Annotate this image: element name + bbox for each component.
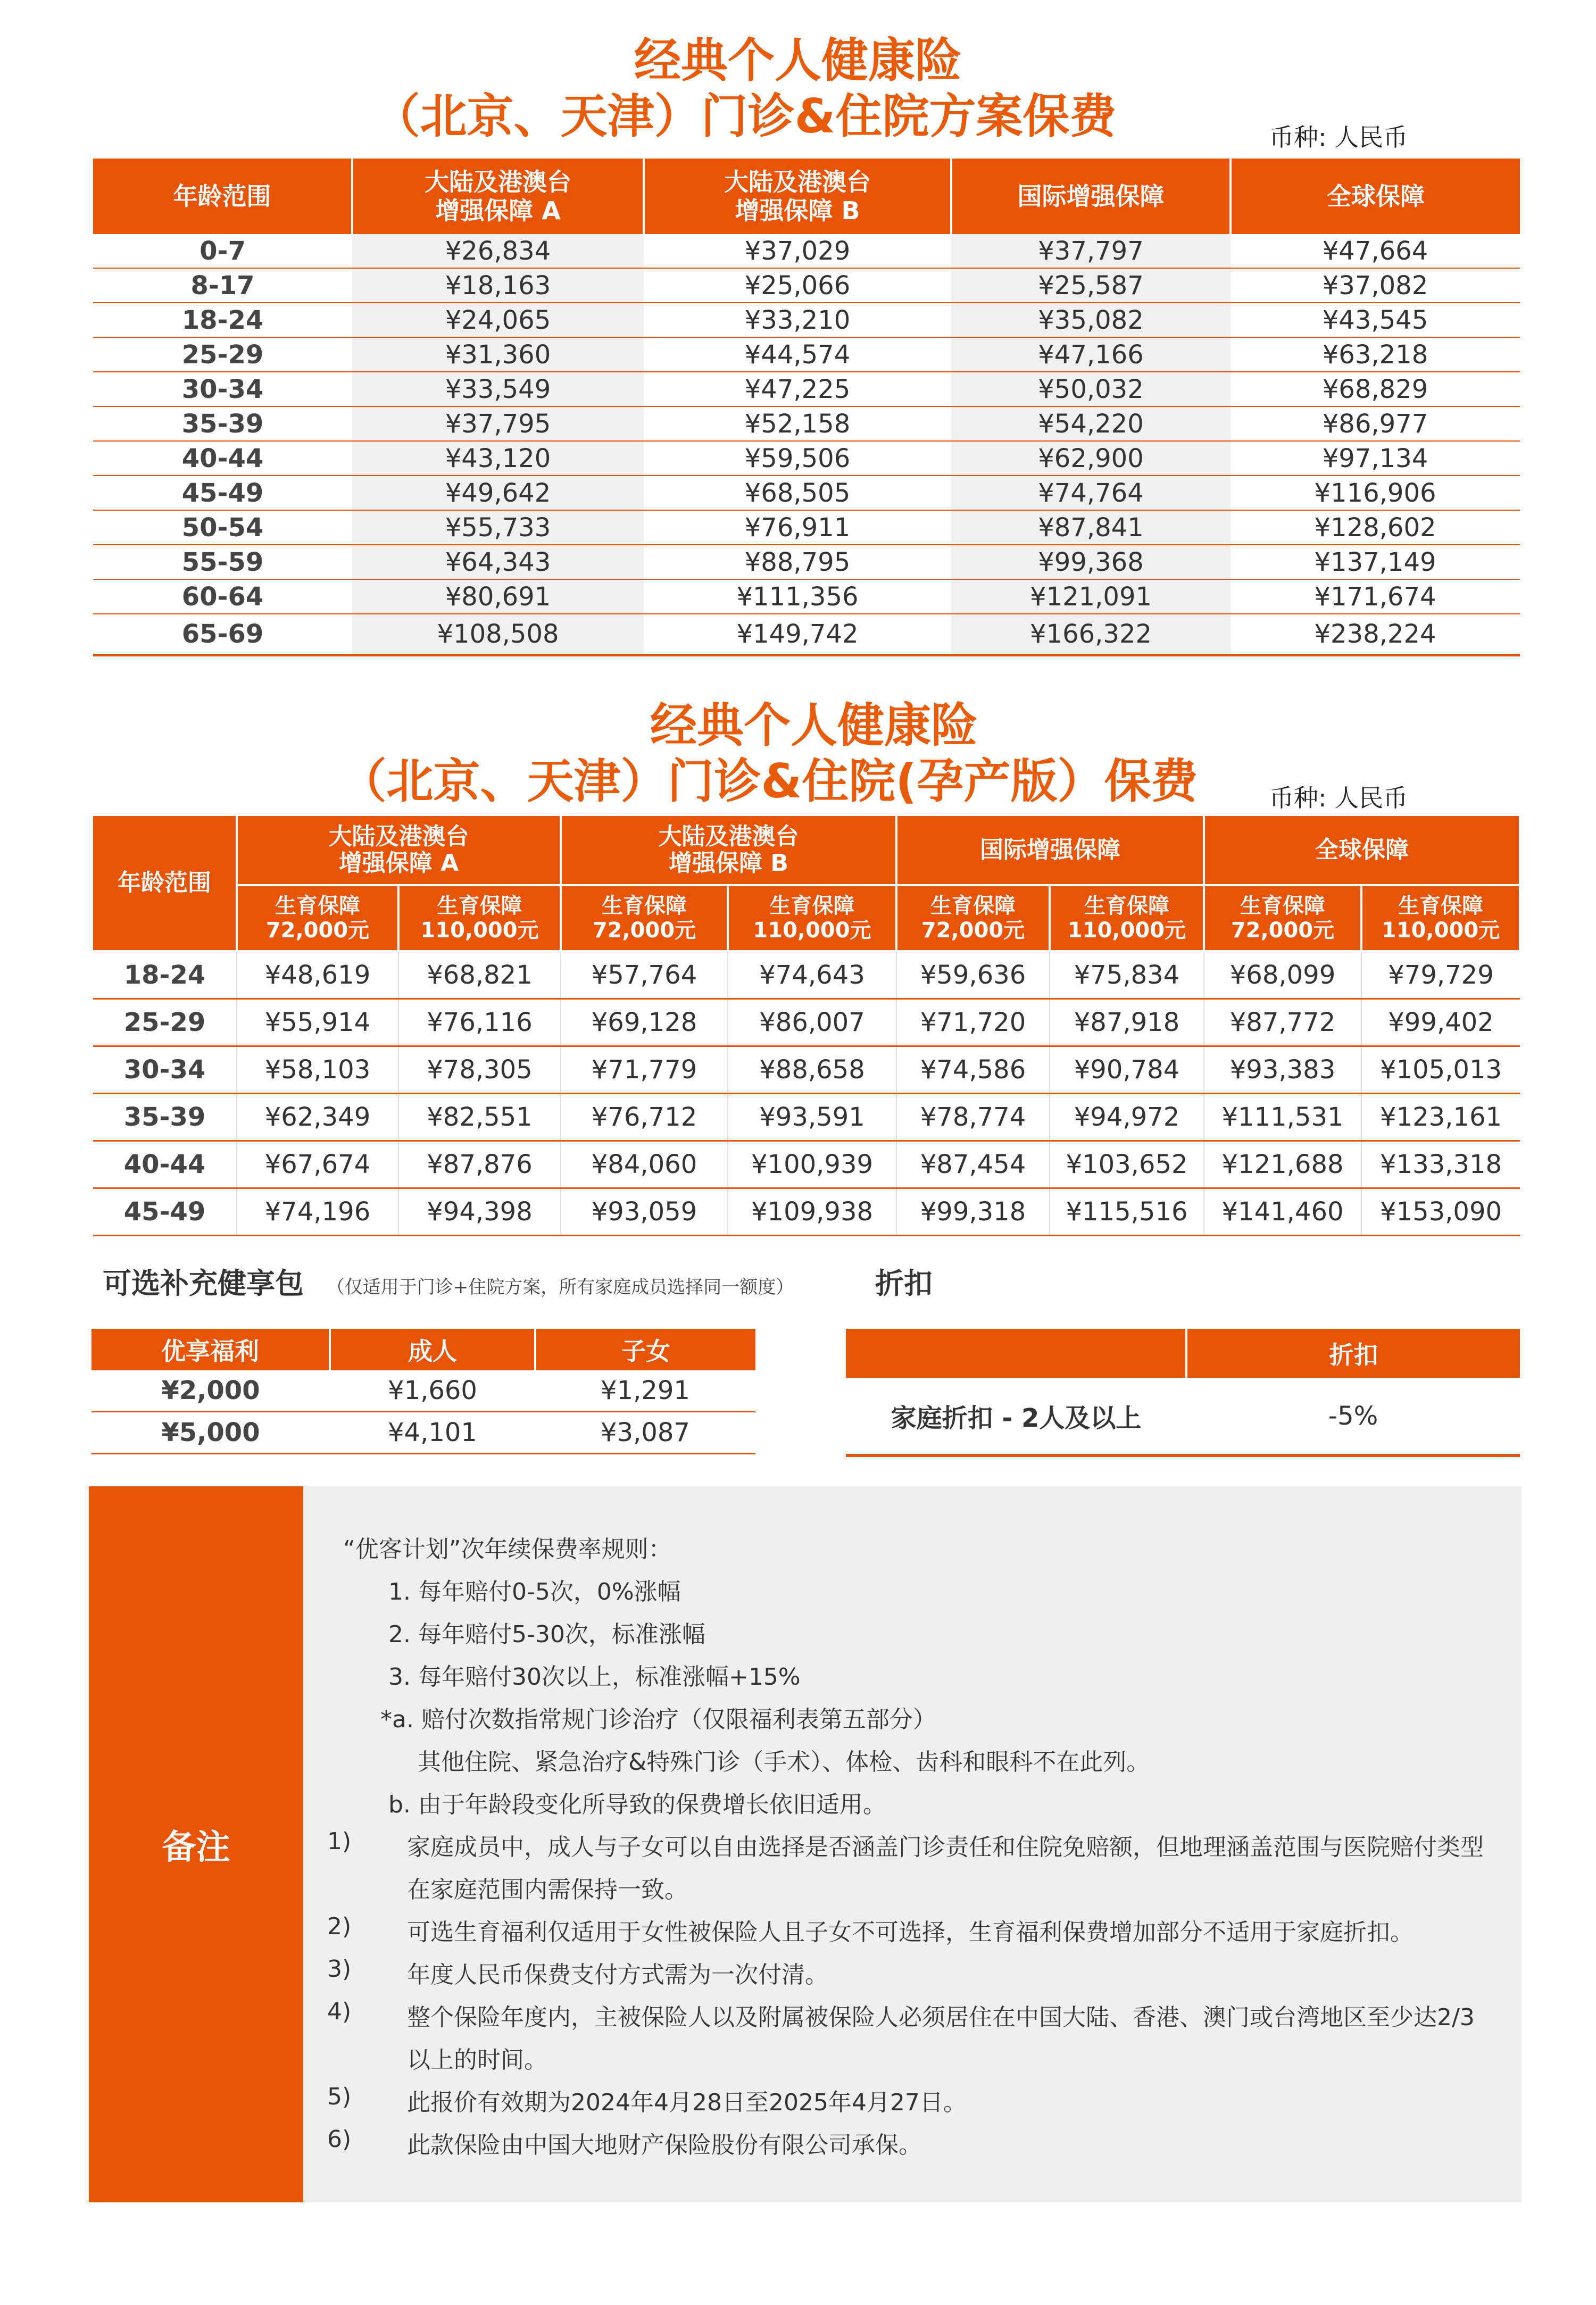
column-header: 国际增强保障: [951, 159, 1231, 234]
premium-cell: ¥74,196: [237, 1188, 398, 1236]
premium-cell: ¥71,720: [896, 999, 1050, 1046]
age-cell: 35-39: [93, 1094, 237, 1141]
premium-cell: ¥108,508: [352, 614, 644, 655]
age-cell: 30-34: [93, 1046, 237, 1094]
column-header: 大陆及港澳台 增强保障 A: [352, 159, 644, 234]
premium-cell: ¥100,939: [728, 1141, 896, 1188]
column-header: 优享福利: [92, 1329, 330, 1370]
age-cell: 40-44: [93, 441, 352, 476]
premium-cell: ¥111,531: [1204, 1094, 1361, 1141]
column-header: 折扣: [1186, 1329, 1520, 1378]
premium-cell: ¥47,225: [644, 372, 951, 406]
table-row: [93, 268, 1520, 303]
premium-cell: ¥25,066: [644, 268, 951, 303]
premium-cell: ¥121,688: [1204, 1141, 1361, 1188]
premium-cell: ¥166,322: [951, 614, 1231, 655]
premium-cell: ¥111,356: [644, 579, 951, 614]
premium-cell: ¥68,505: [644, 476, 951, 510]
note-line: *a. 赔付次数指常规门诊治疗（仅限福利表第五部分）: [380, 1706, 936, 1733]
table-row: [93, 476, 1520, 510]
note-line: 3): [327, 1955, 352, 1983]
table2-title-line2: （北京、天津）门诊&住院(孕产版）保费: [339, 754, 1198, 809]
premium-cell: ¥75,834: [1050, 951, 1204, 999]
premium-cell: ¥67,674: [237, 1141, 398, 1188]
table-row: [93, 1188, 1520, 1236]
table-row: [92, 1412, 755, 1454]
premium-cell: ¥1,660: [330, 1370, 535, 1412]
sub-header: 生育保障 72,000元: [896, 885, 1050, 951]
premium-cell: ¥123,161: [1361, 1094, 1520, 1141]
sub-header: 生育保障 72,000元: [561, 885, 728, 951]
benefit-cell: ¥5,000: [92, 1412, 330, 1454]
table-row: [93, 406, 1520, 441]
discount-label: 折扣: [875, 1267, 933, 1300]
sub-header: 生育保障 72,000元: [1204, 885, 1361, 951]
premium-cell: ¥33,549: [352, 372, 644, 406]
note-line: 此款保险由中国大地财产保险股份有限公司承保。: [407, 2132, 922, 2159]
premium-cell: ¥59,636: [896, 951, 1050, 999]
premium-cell: ¥149,742: [644, 614, 951, 655]
premium-cell: ¥3,087: [535, 1412, 755, 1454]
premium-cell: ¥24,065: [352, 303, 644, 337]
table-row: [93, 545, 1520, 579]
premium-cell: ¥78,305: [398, 1046, 561, 1094]
column-header: 子女: [535, 1329, 755, 1370]
premium-cell: ¥37,082: [1231, 268, 1520, 303]
premium-cell: ¥87,918: [1050, 999, 1204, 1046]
premium-cell: ¥78,774: [896, 1094, 1050, 1141]
discount-label-cell: 家庭折扣 - 2人及以上: [846, 1378, 1186, 1455]
options-title: 可选补充健享包: [103, 1267, 304, 1300]
table-row: [93, 614, 1520, 655]
premium-cell: ¥82,551: [398, 1094, 561, 1141]
premium-cell: ¥43,545: [1231, 303, 1520, 337]
premium-cell: ¥74,643: [728, 951, 896, 999]
age-cell: 0-7: [93, 234, 352, 268]
table-row: [93, 999, 1520, 1046]
table-row: [93, 372, 1520, 406]
premium-cell: ¥47,166: [951, 337, 1231, 372]
premium-table: [93, 159, 1520, 656]
premium-cell: ¥79,729: [1361, 951, 1520, 999]
premium-cell: ¥128,602: [1231, 510, 1520, 545]
discount-table: [846, 1329, 1520, 1457]
table-row: [93, 510, 1520, 545]
table-row: [93, 337, 1520, 372]
note-line: 此报价有效期为2024年4月28日至2025年4月27日。: [407, 2089, 967, 2116]
discount-value-cell: -5%: [1186, 1378, 1520, 1455]
note-line: 整个保险年度内，主被保险人以及附属被保险人必须居住在中国大陆、香港、澳门或台湾地区至少达2/3: [407, 2004, 1475, 2031]
premium-cell: ¥63,218: [1231, 337, 1520, 372]
column-header: 全球保障: [1231, 159, 1520, 234]
note-line: 4): [327, 1998, 352, 2025]
table-row: [93, 579, 1520, 614]
age-cell: 18-24: [93, 303, 352, 337]
age-cell: 25-29: [93, 337, 352, 372]
premium-cell: ¥62,900: [951, 441, 1231, 476]
premium-cell: ¥52,158: [644, 406, 951, 441]
premium-cell: ¥76,911: [644, 510, 951, 545]
premium-cell: ¥137,149: [1231, 545, 1520, 579]
sub-header: 生育保障 72,000元: [237, 885, 398, 951]
premium-cell: ¥87,454: [896, 1141, 1050, 1188]
premium-cell: ¥50,032: [951, 372, 1231, 406]
premium-cell: ¥31,360: [352, 337, 644, 372]
premium-cell: ¥18,163: [352, 268, 644, 303]
premium-cell: ¥87,841: [951, 510, 1231, 545]
premium-cell: ¥115,516: [1050, 1188, 1204, 1236]
note-line: 可选生育福利仅适用于女性被保险人且子女不可选择，生育福利保费增加部分不适用于家庭折扣。: [407, 1919, 1414, 1946]
premium-cell: ¥68,829: [1231, 372, 1520, 406]
note-line: 年度人民币保费支付方式需为一次付清。: [407, 1961, 828, 1988]
sub-header: 生育保障 110,000元: [1050, 885, 1204, 951]
premium-cell: ¥48,619: [237, 951, 398, 999]
premium-cell: ¥35,082: [951, 303, 1231, 337]
premium-cell: ¥55,733: [352, 510, 644, 545]
premium-cell: ¥54,220: [951, 406, 1231, 441]
table-row: [93, 441, 1520, 476]
premium-cell: ¥86,007: [728, 999, 896, 1046]
table2-currency: 币种: 人民币: [1269, 784, 1408, 812]
notes-label: 备注: [89, 1486, 303, 2202]
premium-cell: ¥153,090: [1361, 1188, 1520, 1236]
premium-cell: ¥49,642: [352, 476, 644, 510]
premium-cell: ¥62,349: [237, 1094, 398, 1141]
premium-cell: ¥121,091: [951, 579, 1231, 614]
premium-cell: ¥90,784: [1050, 1046, 1204, 1094]
note-line: 以上的时间。: [407, 2046, 547, 2074]
premium-cell: ¥44,574: [644, 337, 951, 372]
premium-cell: ¥74,764: [951, 476, 1231, 510]
sub-header: 生育保障 110,000元: [1361, 885, 1520, 951]
premium-cell: ¥80,691: [352, 579, 644, 614]
age-cell: 18-24: [93, 951, 237, 999]
note-line: 3. 每年赔付30次以上，标准涨幅+15%: [388, 1663, 801, 1691]
notes-body: [303, 1486, 1522, 2202]
note-line: 家庭成员中，成人与子女可以自由选择是否涵盖门诊责任和住院免赔额，但地理涵盖范围与医院赔付类型: [407, 1834, 1484, 1861]
table-row: [93, 951, 1520, 999]
premium-cell: ¥133,318: [1361, 1141, 1520, 1188]
group-header: 大陆及港澳台 增强保障 B: [561, 816, 896, 885]
premium-cell: ¥64,343: [352, 545, 644, 579]
column-header: 年龄范围: [93, 159, 352, 234]
premium-cell: ¥94,972: [1050, 1094, 1204, 1141]
column-header: [846, 1329, 1186, 1378]
premium-cell: ¥105,013: [1361, 1046, 1520, 1094]
note-line: “优客计划”次年续保费率规则：: [343, 1536, 672, 1563]
note-line: 2. 每年赔付5-30次，标准涨幅: [388, 1621, 705, 1648]
table-row: [93, 1094, 1520, 1141]
table1-currency: 币种: 人民币: [1269, 123, 1408, 152]
note-line: 1): [327, 1828, 352, 1855]
table-row: [846, 1378, 1520, 1455]
premium-cell: ¥69,128: [561, 999, 728, 1046]
benefit-cell: ¥2,000: [92, 1370, 330, 1412]
options-table: [92, 1329, 755, 1454]
premium-cell: ¥26,834: [352, 234, 644, 268]
premium-cell: ¥97,134: [1231, 441, 1520, 476]
premium-cell: ¥238,224: [1231, 614, 1520, 655]
note-line: 其他住院、紧急治疗&特殊门诊（手术）、体检、齿科和眼科不在此列。: [418, 1749, 1150, 1776]
note-line: 在家庭范围内需保持一致。: [407, 1876, 688, 1903]
premium-cell: ¥59,506: [644, 441, 951, 476]
note-line: 6): [327, 2126, 352, 2153]
premium-cell: ¥171,674: [1231, 579, 1520, 614]
premium-cell: ¥58,103: [237, 1046, 398, 1094]
premium-cell: ¥33,210: [644, 303, 951, 337]
age-cell: 40-44: [93, 1141, 237, 1188]
premium-cell: ¥71,779: [561, 1046, 728, 1094]
premium-cell: ¥116,906: [1231, 476, 1520, 510]
table-row: [93, 303, 1520, 337]
premium-cell: ¥47,664: [1231, 234, 1520, 268]
premium-cell: ¥87,876: [398, 1141, 561, 1188]
note-line: b. 由于年龄段变化所导致的保费增长依旧适用。: [388, 1791, 886, 1818]
premium-cell: ¥68,099: [1204, 951, 1361, 999]
premium-cell: ¥4,101: [330, 1412, 535, 1454]
premium-cell: ¥141,460: [1204, 1188, 1361, 1236]
group-header: 全球保障: [1204, 816, 1520, 885]
column-header: 成人: [330, 1329, 535, 1370]
premium-cell: ¥37,797: [951, 234, 1231, 268]
column-header: 大陆及港澳台 增强保障 B: [644, 159, 951, 234]
age-cell: 45-49: [93, 1188, 237, 1236]
age-cell: 65-69: [93, 614, 352, 655]
sub-header: 生育保障 110,000元: [728, 885, 896, 951]
options-note: （仅适用于门诊+住院方案，所有家庭成员选择同一额度）: [326, 1277, 794, 1298]
premium-cell: ¥99,318: [896, 1188, 1050, 1236]
premium-cell: ¥74,586: [896, 1046, 1050, 1094]
age-cell: 45-49: [93, 476, 352, 510]
age-cell: 35-39: [93, 406, 352, 441]
age-cell: 60-64: [93, 579, 352, 614]
premium-cell: ¥25,587: [951, 268, 1231, 303]
table1-title-line1: 经典个人健康险: [634, 33, 962, 88]
table-row: [93, 1046, 1520, 1094]
premium-cell: ¥93,059: [561, 1188, 728, 1236]
premium-cell: ¥43,120: [352, 441, 644, 476]
age-cell: 55-59: [93, 545, 352, 579]
premium-cell: ¥37,029: [644, 234, 951, 268]
note-line: 2): [327, 1913, 352, 1940]
premium-cell: ¥37,795: [352, 406, 644, 441]
premium-cell: ¥76,116: [398, 999, 561, 1046]
age-cell: 50-54: [93, 510, 352, 545]
premium-cell: ¥84,060: [561, 1141, 728, 1188]
premium-cell: ¥57,764: [561, 951, 728, 999]
premium-cell: ¥86,977: [1231, 406, 1520, 441]
premium-cell: ¥88,795: [644, 545, 951, 579]
sub-header: 生育保障 110,000元: [398, 885, 561, 951]
premium-cell: ¥87,772: [1204, 999, 1361, 1046]
group-header: 大陆及港澳台 增强保障 A: [237, 816, 561, 885]
premium-cell: ¥93,383: [1204, 1046, 1361, 1094]
options-label: [103, 1261, 794, 1302]
premium-cell: ¥1,291: [535, 1370, 755, 1412]
age-cell: 30-34: [93, 372, 352, 406]
premium-cell: ¥103,652: [1050, 1141, 1204, 1188]
note-line: 5): [327, 2083, 352, 2110]
note-line: 1. 每年赔付0-5次，0%涨幅: [388, 1578, 681, 1605]
premium-cell: ¥88,658: [728, 1046, 896, 1094]
maternity-premium-table: [93, 816, 1521, 1236]
premium-cell: ¥109,938: [728, 1188, 896, 1236]
column-header: 年龄范围: [93, 816, 237, 951]
premium-cell: ¥55,914: [237, 999, 398, 1046]
table-row: [93, 234, 1520, 268]
premium-cell: ¥99,368: [951, 545, 1231, 579]
premium-cell: ¥68,821: [398, 951, 561, 999]
premium-cell: ¥99,402: [1361, 999, 1520, 1046]
table-row: [93, 1141, 1520, 1188]
table2-title-line1: 经典个人健康险: [650, 698, 978, 753]
premium-cell: ¥93,591: [728, 1094, 896, 1141]
table-row: [92, 1370, 755, 1412]
table1-title-line2: （北京、天津）门诊&住院方案保费: [373, 89, 1117, 144]
group-header: 国际增强保障: [896, 816, 1204, 885]
age-cell: 8-17: [93, 268, 352, 303]
premium-cell: ¥94,398: [398, 1188, 561, 1236]
premium-cell: ¥76,712: [561, 1094, 728, 1141]
age-cell: 25-29: [93, 999, 237, 1046]
